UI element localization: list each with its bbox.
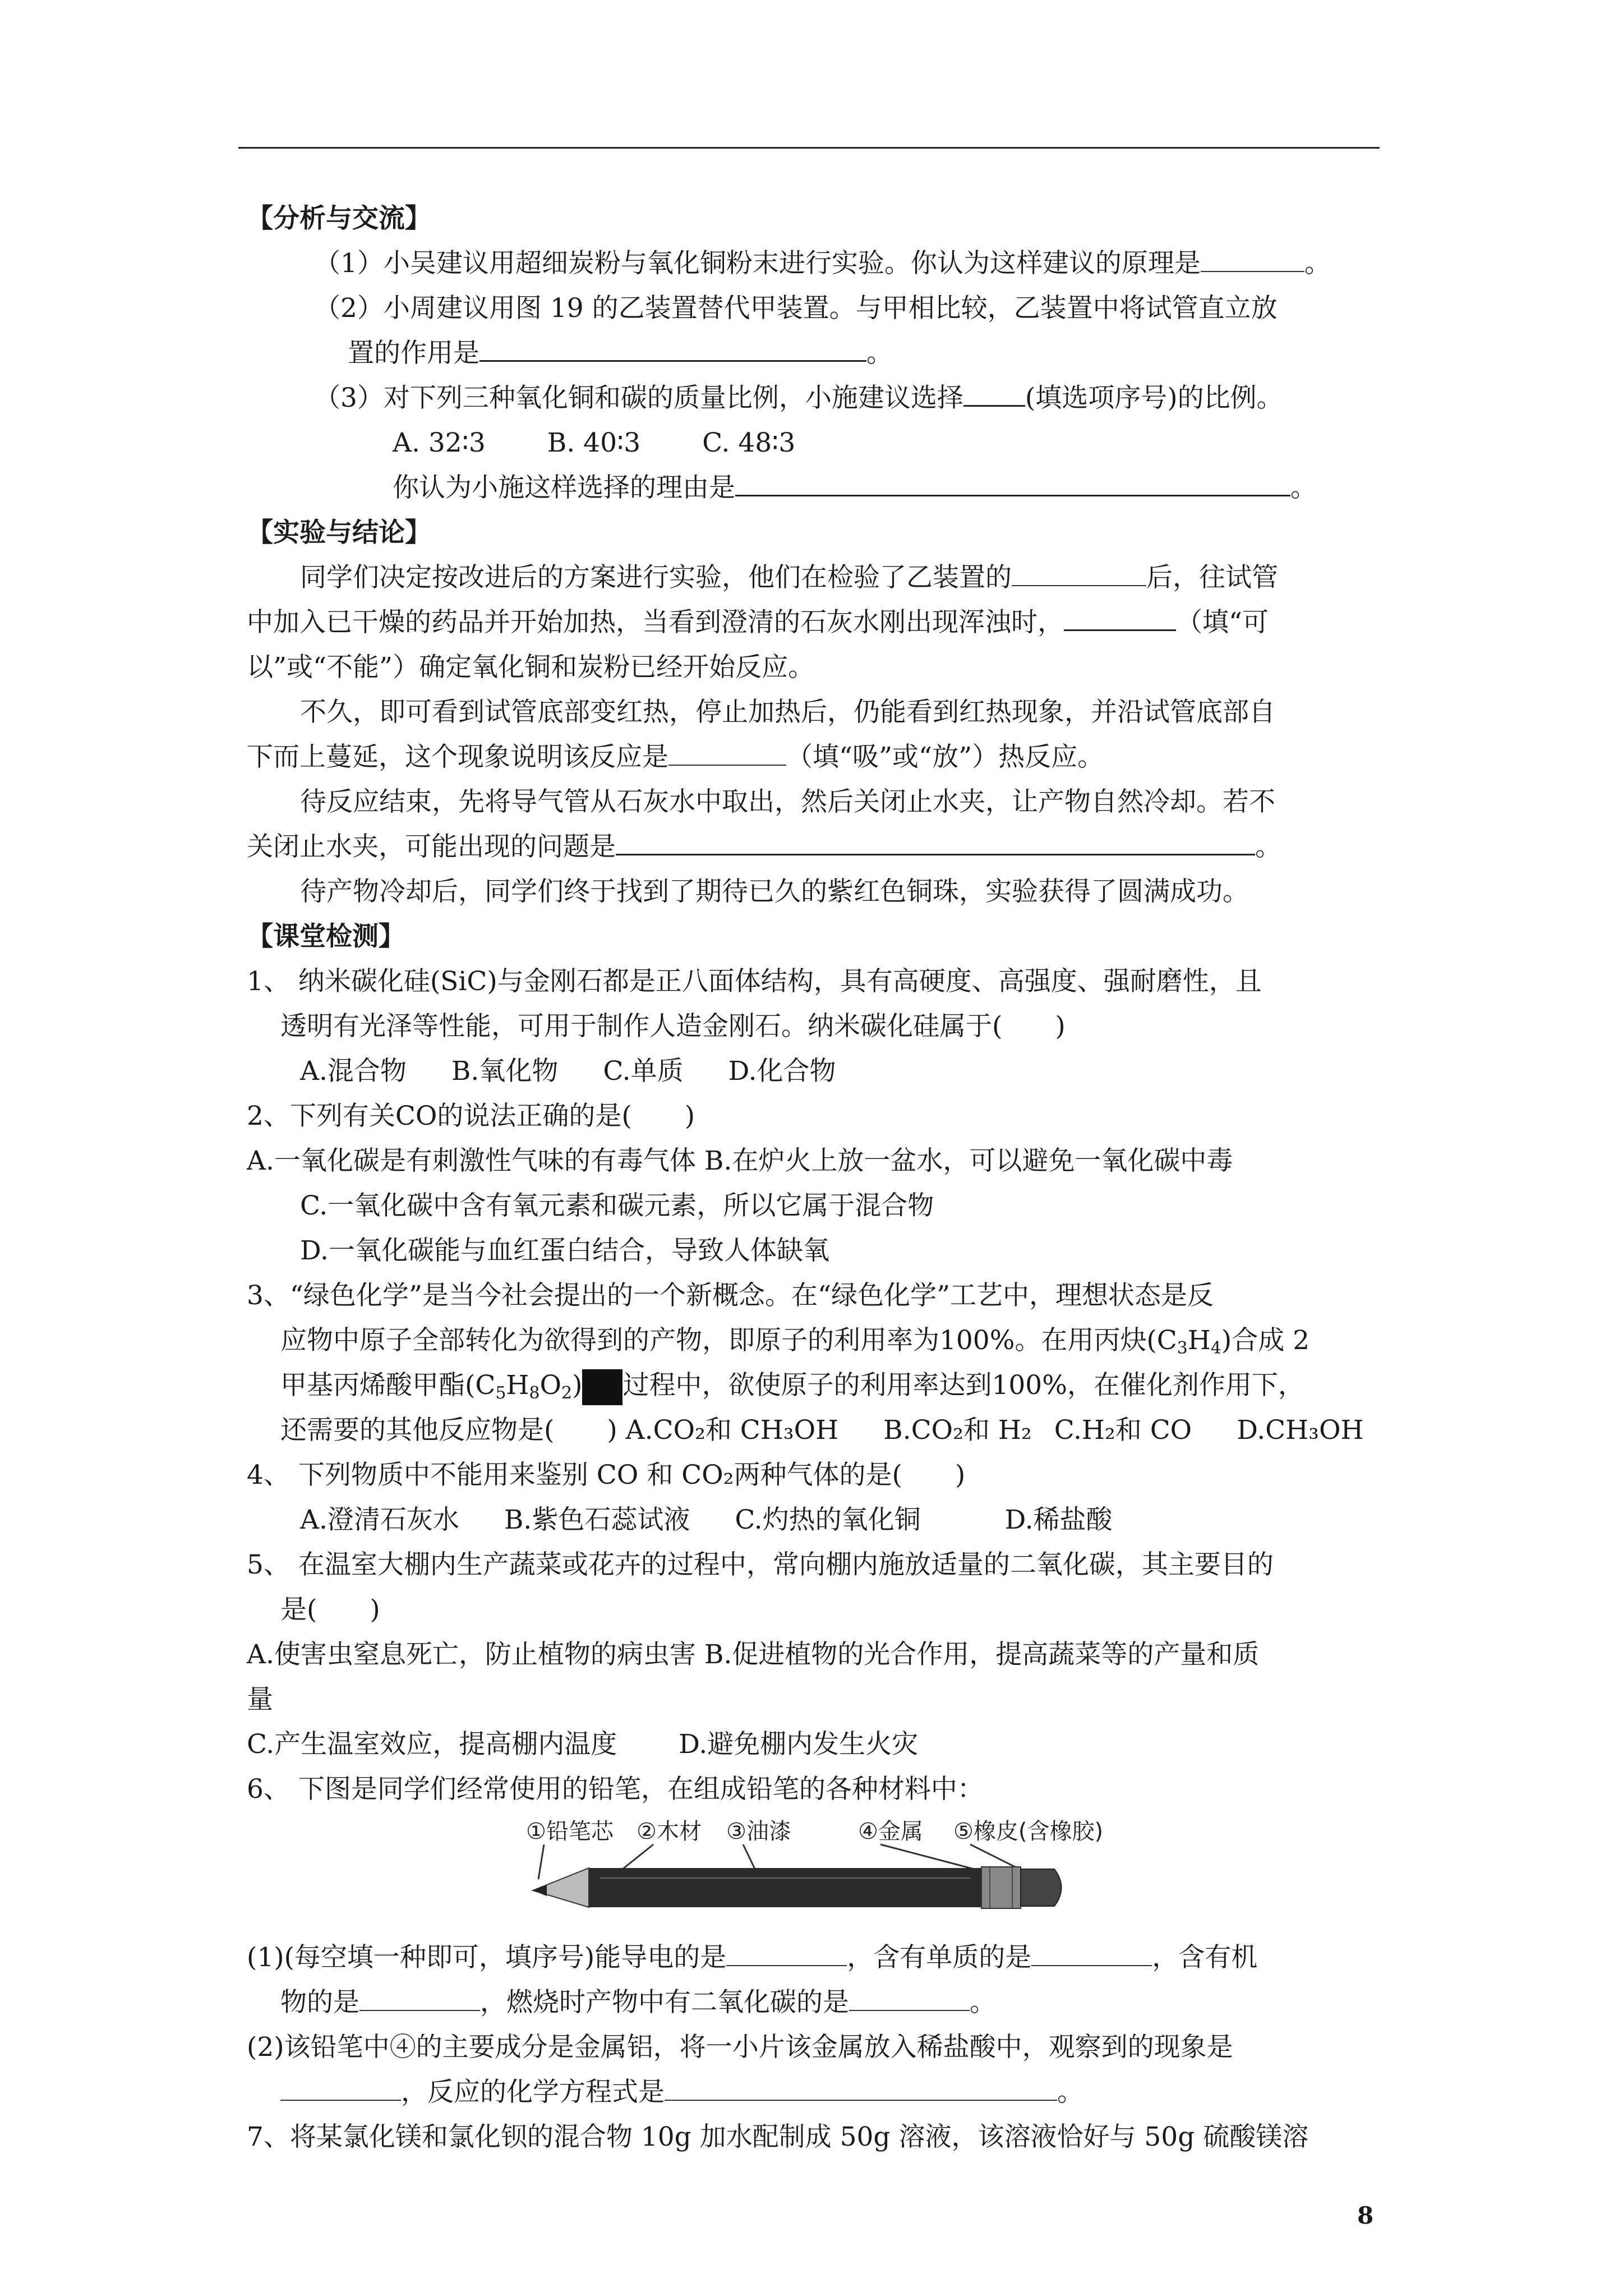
answer-blank[interactable]	[735, 466, 1290, 496]
document-body	[247, 196, 1413, 2160]
answer-blank[interactable]	[479, 331, 866, 362]
answer-blank[interactable]	[280, 2070, 401, 2101]
quiz-3-b: 应物中原子全部转化为欲得到的产物，即原子的利用率为100%。在用丙炔$(C_3H_4)$合成 2	[280, 1325, 1310, 1358]
pencil-label-paint: ③油漆	[726, 1819, 791, 1844]
pencil-ferrule	[981, 1867, 1021, 1908]
question-3: （3）对下列三种氧化铜和碳的质量比例，小施建议选择 (填选项序号)的比例。	[247, 376, 1413, 421]
paragraph-1-cont: 中加入已干燥的药品并开始加热，当看到澄清的石灰水刚出现浑浊时， （填“可	[247, 600, 1413, 645]
quiz-6-1-cont: 物的是 ，燃烧时产物中有二氧化碳的是 。	[247, 1980, 1413, 2025]
page-number: 8	[1357, 2202, 1374, 2229]
paragraph-2: 不久，即可看到试管底部变红热，停止加热后，仍能看到红热现象，并沿试管底部自	[300, 697, 1275, 728]
answer-blank[interactable]	[616, 825, 1255, 855]
quiz-1: 1、 纳米碳化硅(SiC)与金刚石都是正八面体结构，具有高硬度、高强度、强耐磨性，且	[247, 966, 1262, 997]
quiz-5: 5、 在温室大棚内生产蔬菜或花卉的过程中，常向棚内施放适量的二氧化碳，其主要目的	[247, 1549, 1274, 1580]
answer-blank[interactable]	[1064, 600, 1176, 631]
answer-blank[interactable]	[1012, 556, 1146, 586]
pencil-illustration	[522, 1812, 1104, 1924]
quiz-1-options: A.混合物 B.氧化物 C.单质 D.化合物	[300, 1056, 836, 1087]
question-3-reason: 你认为小施这样选择的理由是 。	[247, 466, 1413, 510]
question-1: （1）小吴建议用超细炭粉与氧化铜粉末进行实验。你认为这样建议的原理是 。	[247, 241, 1413, 286]
heading-experiment: 【实验与结论】	[247, 517, 431, 548]
quiz-4: 4、 下列物质中不能用来鉴别 CO 和 CO₂两种气体的是( )	[247, 1460, 966, 1490]
answer-blank[interactable]	[668, 735, 786, 766]
quiz-2-d: D.一氧化碳能与血红蛋白结合，导致人体缺氧	[300, 1235, 829, 1266]
question-2: （2）小周建议用图 19 的乙装置替代甲装置。与甲相比较，乙装置中将试管直立放	[314, 293, 1278, 324]
quiz-3-d: 还需要的其他反应物是( ) A.CO₂和 CH₃OH B.CO₂和 H₂ C.H₂和 CO D.CH₃OH	[280, 1415, 1364, 1446]
quiz-5-e: C.产生温室效应，提高棚内温度 D.避免棚内发生火灾	[247, 1729, 919, 1760]
quiz-5-d: 量	[247, 1684, 273, 1715]
redaction-block	[582, 1369, 623, 1405]
heading-quiz: 【课堂检测】	[247, 921, 405, 952]
quiz-5-c: A.使害虫窒息死亡，防止植物的病虫害 B.促进植物的光合作用，提高蔬菜等的产量和质	[247, 1639, 1260, 1670]
answer-blank[interactable]	[726, 1936, 847, 1966]
answer-blank[interactable]	[665, 2070, 1057, 2101]
paragraph-1: 同学们决定按改进后的方案进行实验，他们在检验了乙装置的 后，往试管	[247, 555, 1413, 600]
quiz-2-ab: A.一氧化碳是有刺激性气味的有毒气体 B.在炉火上放一盆水，可以避免一氧化碳中毒	[247, 1145, 1233, 1176]
quiz-2: 2、下列有关CO的说法正确的是( )	[247, 1101, 695, 1131]
quiz-1-cont: 透明有光泽等性能，可用于制作人造金刚石。纳米碳化硅属于( )	[280, 1011, 1066, 1042]
quiz-3: 3、“绿色化学”是当今社会提出的一个新概念。在“绿色化学”工艺中，理想状态是反	[247, 1280, 1214, 1311]
quiz-6-1: (1)(每空填一种即可，填序号)能导电的是 ，含有单质的是 ，含有机	[247, 1935, 1413, 1980]
pencil-label-wood: ②木材	[637, 1819, 702, 1844]
answer-blank[interactable]	[1201, 242, 1304, 272]
pencil-label-core: ①铅笔芯	[526, 1819, 614, 1844]
quiz-6: 6、 下图是同学们经常使用的铅笔，在组成铅笔的各种材料中：	[247, 1774, 984, 1805]
answer-blank[interactable]	[849, 1981, 970, 2011]
paragraph-3-cont: 关闭止水夹，可能出现的问题是 。	[247, 825, 1413, 869]
answer-blank[interactable]	[1031, 1936, 1152, 1966]
quiz-7: 7、将某氯化镁和氯化钡的混合物 10g 加水配制成 50g 溶液，该溶液恰好与 50g 硫酸镁溶	[247, 2122, 1309, 2152]
pencil-body	[589, 1868, 981, 1907]
quiz-6-2-cont: ，反应的化学方程式是 。	[247, 2070, 1413, 2115]
answer-blank[interactable]	[359, 1981, 480, 2011]
pencil-eraser	[1021, 1869, 1062, 1906]
question-2-cont: 置的作用是 。	[247, 331, 1413, 376]
paragraph-4: 待产物冷却后，同学们终于找到了期待已久的紫红色铜珠，实验获得了圆满成功。	[300, 876, 1249, 907]
header-rule	[238, 147, 1380, 149]
heading-analysis: 【分析与交流】	[247, 203, 431, 234]
question-3-options: A. 32∶3 B. 40∶3 C. 48∶3	[393, 427, 796, 458]
quiz-3-c: 甲基丙烯酸甲酯$(C_5H_8O_2)$ 过程中，欲使原子的利用率达到100%，在催化剂作用下，	[247, 1363, 1413, 1408]
answer-blank[interactable]	[963, 376, 1025, 407]
quiz-4-options: A.澄清石灰水 B.紫色石蕊试液 C.灼热的氧化铜 D.稀盐酸	[300, 1504, 1113, 1535]
quiz-6-2: (2)该铅笔中④的主要成分是金属铝，将一小片该金属放入稀盐酸中，观察到的现象是	[247, 2032, 1233, 2063]
paragraph-1-end: 以”或“不能”）确定氧化铜和炭粉已经开始反应。	[247, 652, 815, 683]
pencil-figure	[247, 1812, 1413, 1935]
quiz-5-b: 是( )	[280, 1594, 380, 1625]
paragraph-3: 待反应结束，先将导气管从石灰水中取出，然后关闭止水夹，让产物自然冷却。若不	[300, 786, 1275, 817]
quiz-2-c: C.一氧化碳中含有氧元素和碳元素，所以它属于混合物	[300, 1190, 934, 1221]
pencil-label-eraser: ⑤橡皮(含橡胶)	[953, 1819, 1104, 1844]
paragraph-2-cont: 下而上蔓延，这个现象说明该反应是 （填“吸”或“放”）热反应。	[247, 735, 1413, 780]
pencil-label-metal: ④金属	[858, 1819, 923, 1844]
